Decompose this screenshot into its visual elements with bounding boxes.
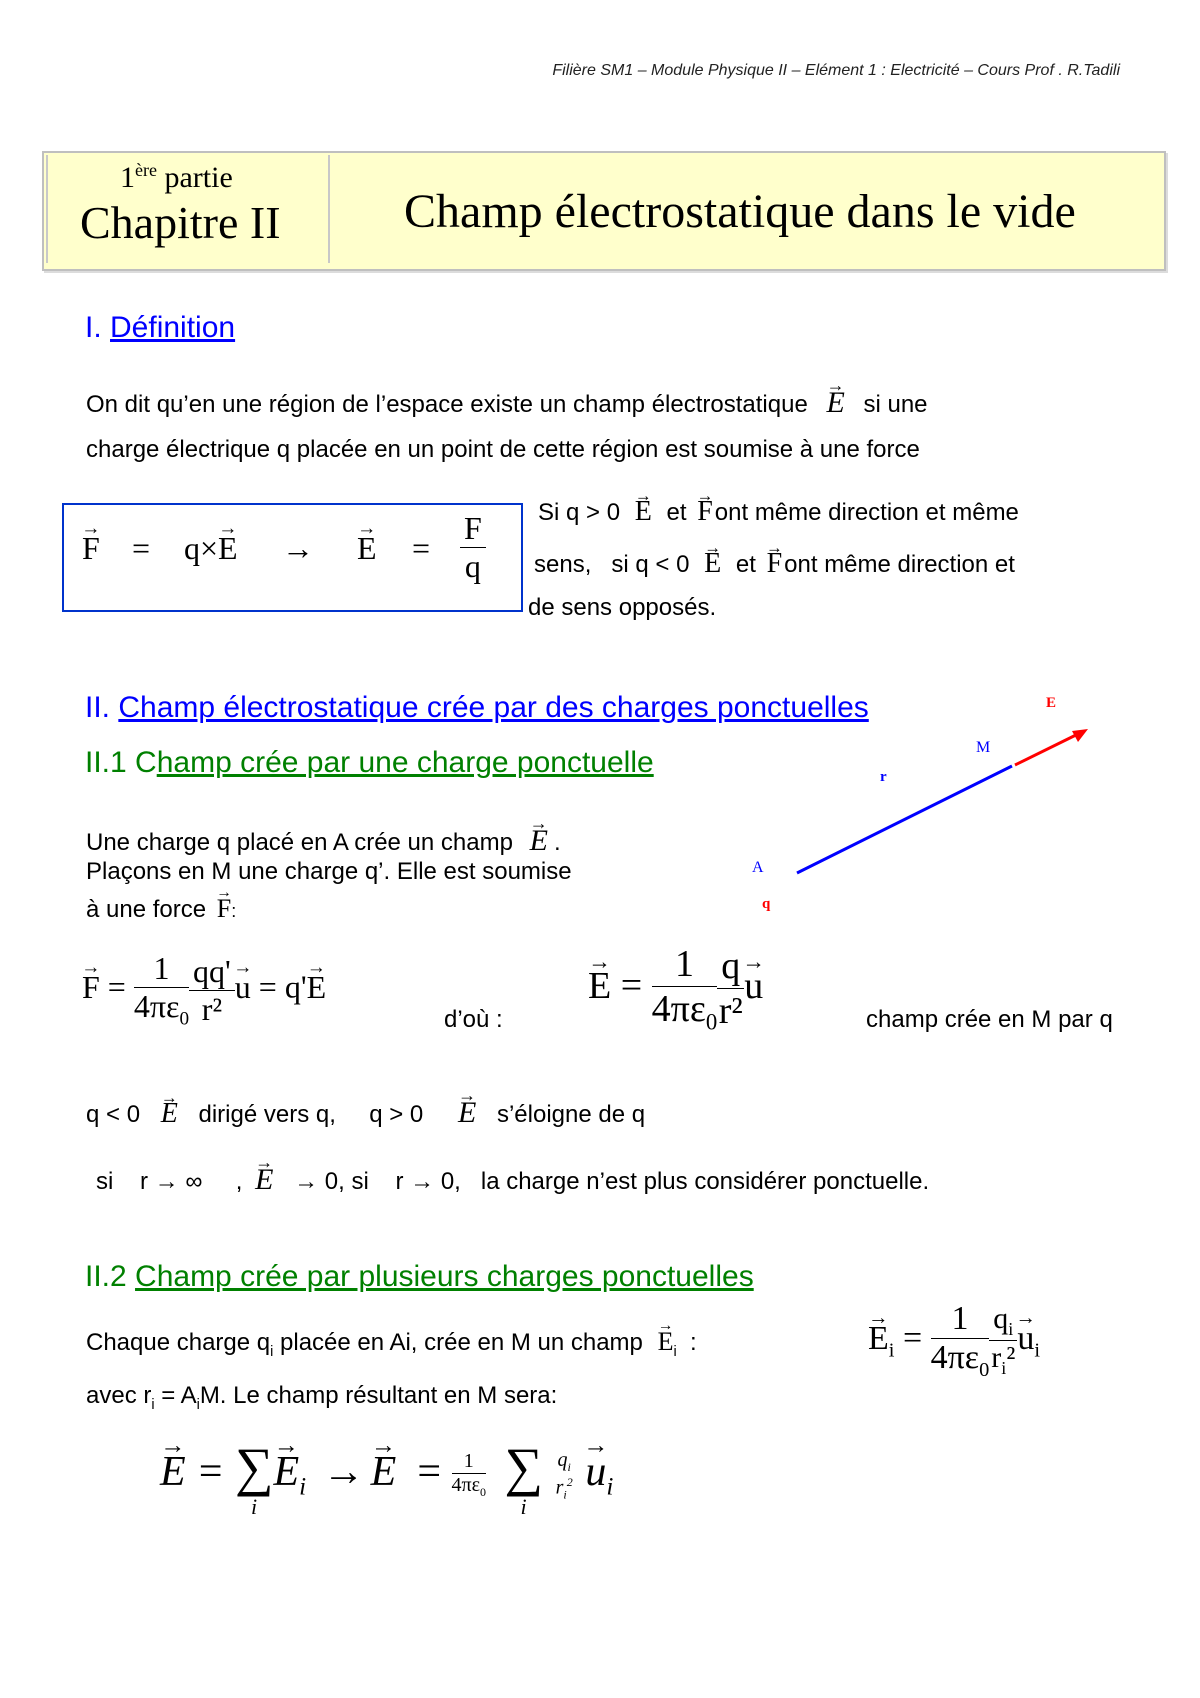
label-r: r	[880, 769, 887, 785]
section-2-heading: II. Champ électrostatique crée par des charges ponctuelles	[85, 691, 869, 724]
label-q: q	[762, 896, 771, 912]
vector-E: → E	[704, 548, 721, 580]
definition-line-1: On dit qu’en une région de l’espace existe un champ électrostatique → E si une	[86, 386, 928, 420]
vector-E: → E	[458, 1096, 476, 1130]
label-M: M	[976, 739, 991, 756]
paragraph-line-3: à une force → F:	[86, 894, 236, 924]
segment-AM	[797, 766, 1012, 873]
vector-F: → F	[697, 496, 713, 528]
part-label: 1ère partie	[120, 160, 233, 194]
sign-line: q < 0 → E dirigé vers q, q > 0 → E s’éloigne de q	[86, 1096, 645, 1130]
paragraph-line-4: Chaque charge $q_i$ placée en Ai, crée en M un champ → $E_i$ :	[86, 1327, 697, 1360]
vector-F: → F	[217, 894, 231, 924]
coulomb-force-equation: → F = $\frac{1}{4\pi\varepsilon_0}$ $\frac{qq'}{\text{r²}}$ → u = q'→ E	[82, 950, 326, 1030]
side-text-3: de sens opposés.	[528, 594, 717, 621]
charge-field-diagram	[740, 690, 1100, 920]
label-E: E	[1046, 695, 1057, 711]
vector-E: → E	[635, 496, 652, 528]
dou-label: d’où :	[444, 1006, 503, 1033]
section-1-heading: I. Définition	[85, 311, 236, 344]
field-vector-E	[1015, 733, 1080, 765]
vector-E: → E	[826, 386, 844, 420]
vector-F: → F	[767, 548, 783, 580]
label-A: A	[752, 859, 764, 876]
chapter-title: Champ électrostatique dans le vide	[404, 185, 1076, 238]
vector-E: → E	[255, 1163, 273, 1197]
paragraph-line-1: Une charge q placé en A crée un champ → E .	[86, 824, 561, 858]
side-text-1: Si q > 0 → E et → Font même direction et même	[538, 496, 1019, 528]
side-text-2: sens, si q < 0 → E et → Font même direction et	[534, 548, 1015, 580]
field-i-equation: → $E_i$ = $\frac{1}{4\pi\varepsilon_0}$ $\frac{q_i}{r_i^2}$ → $u_i$	[868, 1300, 1040, 1382]
vector-E: → E	[530, 824, 548, 858]
paragraph-line-5: avec $r_i = A_iM$. Le champ résultant en M sera:	[86, 1382, 558, 1413]
chapter-label: Chapitre II	[80, 197, 281, 248]
superposition-equation: → E = ∑ i → $E_i \to\to E$ = $\frac{1}{4\pi\varepsilon_0}$ ∑ i $q_i$ $r_i^2$ → $u_i$	[160, 1436, 613, 1536]
header-note: Filière SM1 – Module Physique II – Elément 1 : Electricité – Cours Prof . R.Tadili	[552, 62, 1120, 79]
definition-line-2: charge électrique q placée en un point de cette région est soumise à une force	[86, 436, 920, 463]
subsection-2-2-heading: II.2 Champ crée par plusieurs charges ponctuelles	[85, 1260, 754, 1293]
field-equation: → E = $\frac{1}{4\pi\varepsilon_0}$ $\frac{q}{\text{r²}}$ → u	[588, 942, 763, 1036]
paragraph-line-2: Plaçons en M une charge q’. Elle est soumise	[86, 858, 572, 885]
field-caption: champ crée en M par q	[866, 1006, 1113, 1033]
limit-line: si r → ∞ , → E → 0, si r → 0, la charge n’est plus considérer ponctuelle.	[96, 1163, 929, 1197]
vector-E: → E	[161, 1098, 178, 1130]
vector-Ei: → E	[658, 1327, 674, 1357]
subsection-2-1-heading: II.1 Champ crée par une charge ponctuelle	[85, 746, 654, 779]
